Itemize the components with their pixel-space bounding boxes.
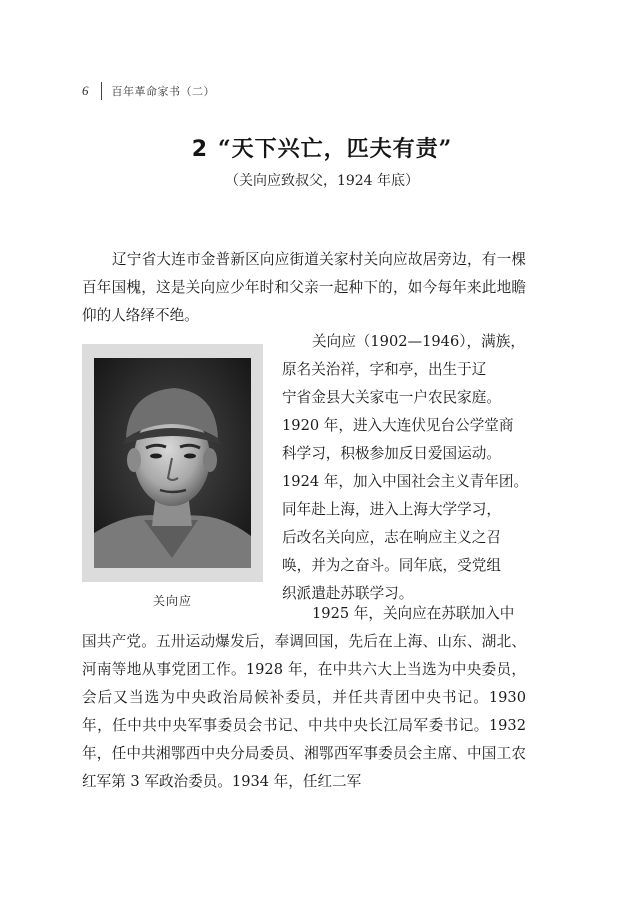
bio-line: 后改名关向应，志在响应主义之召 xyxy=(282,529,501,546)
bio-line: 科学习，积极参加反日爱国运动。 xyxy=(282,445,501,462)
portrait-illustration xyxy=(94,358,251,568)
bio-line: 唤，并为之奋斗。同年底，受党组 xyxy=(282,557,501,574)
header-divider xyxy=(101,82,102,100)
career-first-line: 1925 年，关向应在苏联加入中 xyxy=(312,605,515,622)
running-title: 百年革命家书（二） xyxy=(111,85,215,98)
chapter-title-text: “天下兴亡，匹夫有责” xyxy=(218,136,453,162)
bio-line: 织派遣赴苏联学习。 xyxy=(282,585,414,602)
paragraph-intro: 辽宁省大连市金普新区向应街道关家村关向应故居旁边，有一棵百年国槐，这是关向应少年时和父亲一起种下的，如今每年来此地瞻仰的人络绎不绝。 xyxy=(82,251,526,324)
portrait-photo xyxy=(94,358,251,568)
paragraph-career xyxy=(82,600,526,796)
career-body: 国共产党。五卅运动爆发后，奉调回国，先后在上海、山东、湖北、河南等地从事党团工作。1928 年，在中共六大上当选为中央委员，会后又当选为中央政治局候补委员，并任共青团中央书记。1930 年，任中共中央军事委员会书记、中共中央长江局军委书记。1932 年，任中共湘鄂西中央分局委员、湘鄂西军事委员会主席、中国工农红军第 3 军政治委员。1934 年，任红二军 xyxy=(82,633,526,790)
bio-line: 宁省金县大关家屯一户农民家庭。 xyxy=(282,389,501,406)
chapter-subtitle: （关向应致叔父，1924 年底） xyxy=(224,173,420,189)
bio-line: 同年赴上海，进入上海大学学习， xyxy=(282,501,501,518)
chapter-title xyxy=(0,132,644,163)
photo-caption: 关向应 xyxy=(152,594,192,608)
page-number: 6 xyxy=(82,83,89,98)
bio-line: 1924 年，加入中国社会主义青年团。 xyxy=(282,473,529,490)
bio-line: 1920 年，进入大连伏见台公学堂商 xyxy=(282,417,514,434)
paragraph-biography xyxy=(282,328,529,608)
running-header xyxy=(82,80,215,102)
bio-line: 原名关治祥，字和亭，出生于辽 xyxy=(282,361,487,378)
bio-line: 关向应（1902—1946），满族， xyxy=(312,333,525,350)
chapter-number: 2 xyxy=(191,137,208,162)
photo-frame xyxy=(82,344,263,582)
